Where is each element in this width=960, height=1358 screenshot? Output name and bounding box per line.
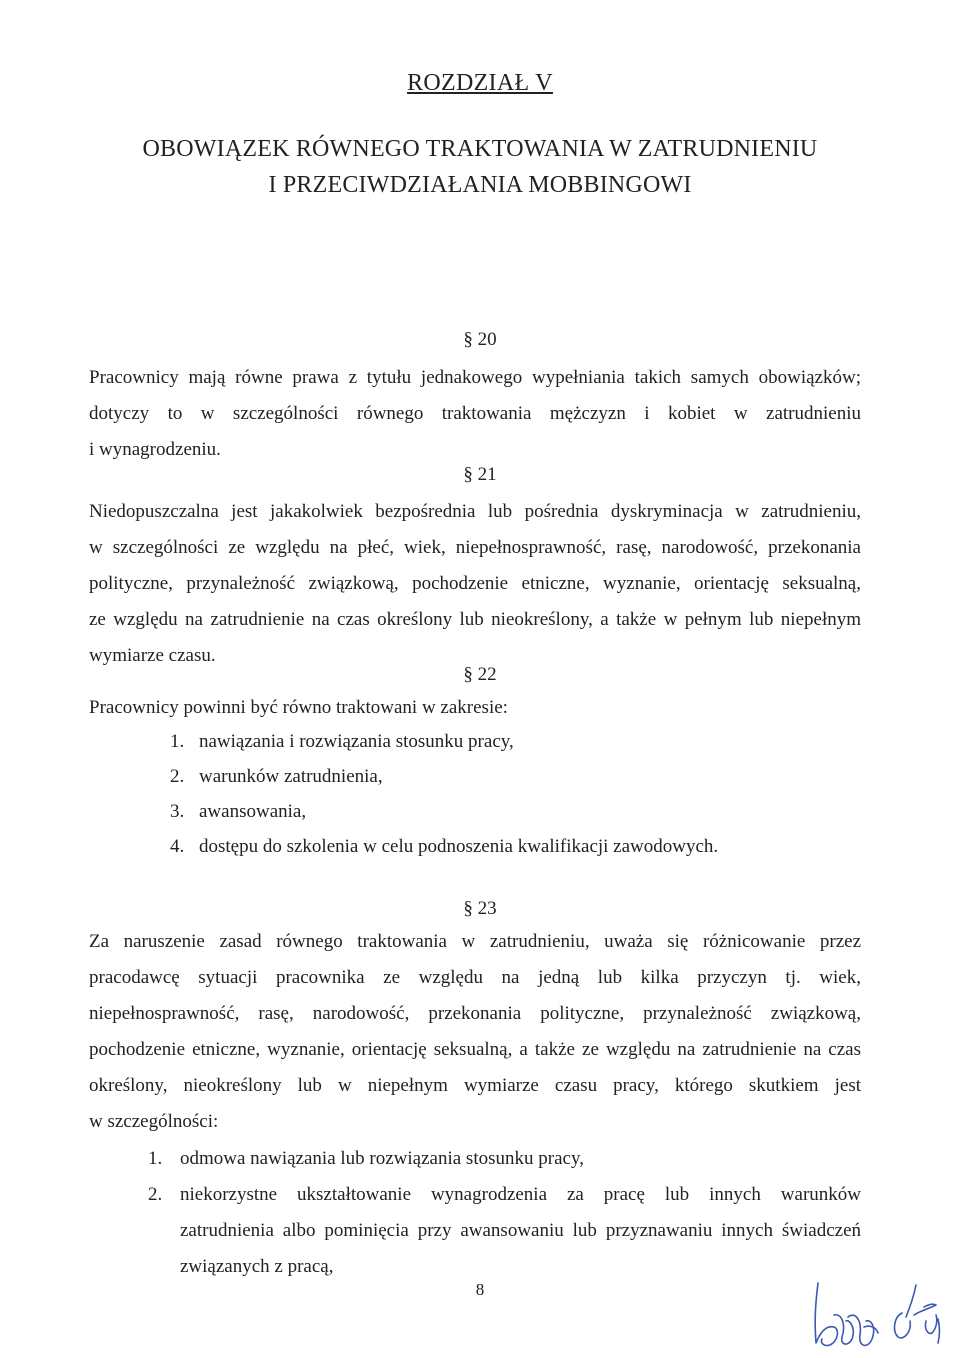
section-21-paragraph (89, 494, 861, 674)
section-21-heading: § 21 (463, 464, 497, 485)
list-item (170, 829, 718, 865)
list-text: odmowa nawiązania lub rozwiązania stosunku pracy, (180, 1148, 584, 1169)
list-number: 4. (170, 836, 185, 857)
paragraph-line: dotyczy to w szczególności równego traktowania mężczyzn i kobiet w zatrudnieniu (89, 403, 861, 424)
list-text: związanych z pracą, (180, 1256, 334, 1277)
list-number: 1. (148, 1148, 163, 1169)
list-text: zatrudnienia albo pominięcia przy awansowaniu lub przyznawaniu innych świadczeń (180, 1220, 861, 1241)
section-23-paragraph (89, 924, 861, 1140)
paragraph-line: wymiarze czasu. (89, 645, 216, 666)
section-20-heading: § 20 (463, 329, 497, 350)
paragraph-line: i wynagrodzeniu. (89, 439, 221, 460)
list-text: awansowania, (199, 801, 307, 822)
list-number: 2. (148, 1184, 163, 1205)
list-number: 2. (170, 766, 185, 787)
paragraph-line: polityczne, przynależność związkową, pochodzenie etniczne, wyznanie, orientację seksualną, (89, 573, 861, 594)
paragraph-line: określony, nieokreślony lub w niepełnym wymiarze czasu pracy, którego skutkiem jest (89, 1075, 861, 1096)
list-item (170, 724, 514, 760)
chapter-title-line-2: I PRZECIWDZIAŁANIA MOBBINGOWI (268, 172, 692, 198)
list-item (170, 759, 383, 795)
page-number: 8 (475, 1280, 485, 1299)
list-text: dostępu do szkolenia w celu podnoszenia kwalifikacji zawodowych. (199, 836, 719, 857)
list-text: warunków zatrudnienia, (199, 766, 383, 787)
list-number: 3. (170, 801, 185, 822)
paragraph-line: pracodawcę sytuacji pracownika ze względu na jedną lub kilka przyczyn tj. wiek, (89, 967, 861, 988)
list-item (180, 1141, 861, 1177)
paragraph-line: pochodzenie etniczne, wyznanie, orientację seksualną, a także ze względu na zatrudnienie na czas (89, 1039, 861, 1060)
paragraph-line: niepełnosprawność, rasę, narodowość, przekonania polityczne, przynależność związkową, (89, 1003, 861, 1024)
paragraph-line: Pracownicy mają równe prawa z tytułu jednakowego wypełniania takich samych obowiązków; (89, 367, 861, 388)
list-number: 1. (170, 731, 185, 752)
handwritten-signature (790, 1255, 950, 1355)
section-20-paragraph (89, 360, 861, 468)
chapter-title-line-1: OBOWIĄZEK RÓWNEGO TRAKTOWANIA W ZATRUDNIENIU (142, 136, 818, 162)
list-item (170, 794, 306, 830)
list-text: niekorzystne ukształtowanie wynagrodzenia za pracę lub innych warunków (180, 1184, 861, 1205)
section-22-intro: Pracownicy powinni być równo traktowani w zakresie: (89, 697, 508, 718)
paragraph-line: w szczególności ze względu na płeć, wiek, niepełnosprawność, rasę, narodowość, przekonania (89, 537, 861, 558)
paragraph-line: ze względu na zatrudnienie na czas określony lub nieokreślony, a także w pełnym lub niepełnym (89, 609, 861, 630)
section-22-heading: § 22 (463, 664, 497, 685)
paragraph-line: w szczególności: (89, 1111, 219, 1132)
paragraph-line: Niedopuszczalna jest jakakolwiek bezpośrednia lub pośrednia dyskryminacja w zatrudnieniu, (89, 501, 861, 522)
chapter-heading: ROZDZIAŁ V (407, 70, 553, 96)
list-item (180, 1177, 861, 1285)
paragraph-line: Za naruszenie zasad równego traktowania w zatrudnieniu, uważa się różnicowanie przez (89, 931, 861, 952)
list-text: nawiązania i rozwiązania stosunku pracy, (199, 731, 514, 752)
section-23-heading: § 23 (463, 898, 497, 919)
